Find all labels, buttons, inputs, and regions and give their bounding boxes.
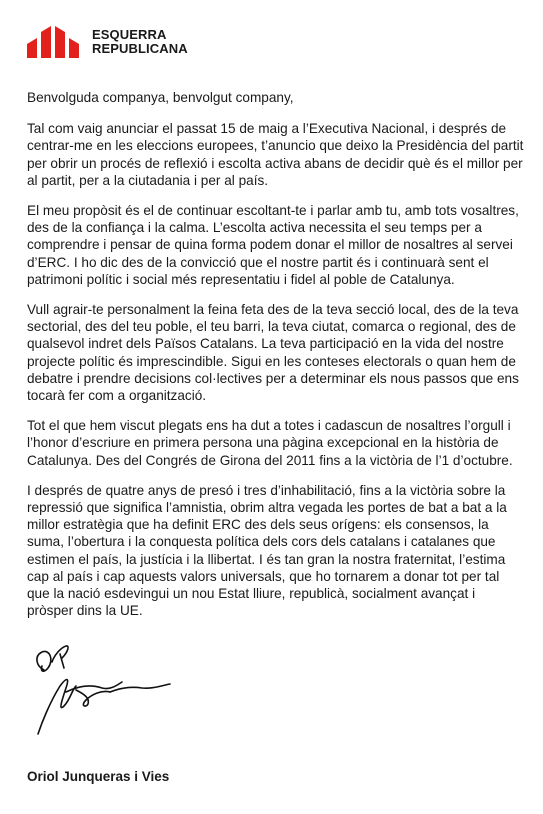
letter-greeting: Benvolguda companya, benvolgut company, xyxy=(27,90,294,105)
signature-icon xyxy=(30,642,180,737)
letter-paragraph: Tal com vaig anunciar el passat 15 de maig a l’Executiva Nacional, i després de centrar-me en les eleccions europees, t’anuncio que deixo la Presidència del partit per obrir un procés de reflexió i escolta activa abans de decidir què és el millor per al partit, per a la ciutadania i per al país. xyxy=(27,121,524,188)
logo-wordmark xyxy=(92,28,188,56)
letter-body xyxy=(27,89,524,632)
signer-name: Oriol Junqueras i Vies xyxy=(27,769,170,784)
logo-mark-icon xyxy=(27,26,79,58)
letter-paragraph: Tot el que hem viscut plegats ens ha dut a totes i cadascun de nosaltres l’orgull i l’honor d’escriure en primera persona una pàgina excepcional en la història de Catalunya. Des del Congrés de Girona del 2011 fins a la victòria de l’1 d’octubre. xyxy=(27,418,513,468)
letter-paragraph: I després de quatre anys de presó i tres d’inhabilitació, fins a la victòria sobre la repressió que significa l’amnistia, obrim altra vegada les portes de bat a bat a la millor estratègia que ha definit ERC des dels seus orígens: els consensos, la suma, l’obertura i la conquesta política dels cors dels catalans i catalanes que estimen el país, la justícia i la llibertat. I és tan gran la nostra fraternitat, l’estima cap al país i cap aquests valors universals, que ho tornarem a donar tot per tal que la nació esdevingui un nou Estat lliure, republicà, socialment avançat i pròsper dins la UE. xyxy=(27,482,507,619)
letter-paragraph: El meu propòsit és el de continuar escoltant-te i parlar amb tu, amb tots vosaltres, des de la confiança i la calma. L’escolta activa necessita el seu temps per a comprendre i pensar de quina forma podem donar el millor de nosaltres al servei d’ERC. I ho dic des de la convicció que el nostre partit és i continuarà sent el patrimoni polític i social més representatiu i fidel al poble de Catalunya. xyxy=(27,203,519,287)
logo-line-1: ESQUERRA xyxy=(92,27,167,42)
handwritten-signature xyxy=(30,642,180,737)
party-logo xyxy=(27,26,188,58)
letter-paragraph: Vull agrair-te personalment la feina feta des de la teva secció local, des de la teva sectorial, des del teu poble, el teu barri, la teva ciutat, comarca o regional, des de qualsevol indret dels Països Catalans. La teva participació en la vida del nostre projecte polític és imprescindible. Sigui en les conteses electorals o quan hem de debatre i prendre decisions col·lectives per a determinar els nous passos que ens tocarà fer com a organització. xyxy=(27,302,519,404)
logo-line-2: REPUBLICANA xyxy=(92,41,188,56)
